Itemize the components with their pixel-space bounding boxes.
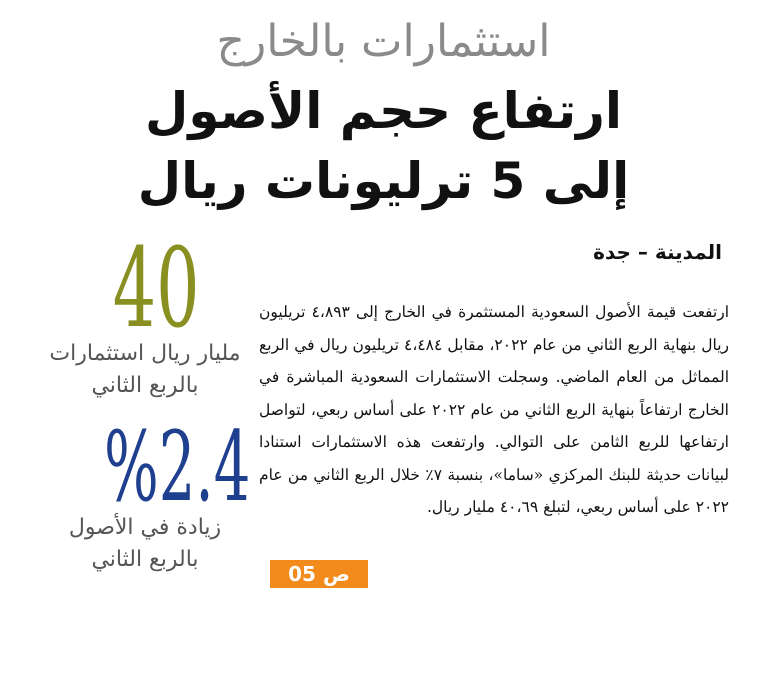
article-headline-line-2: إلى 5 ترليونات ريال	[137, 152, 630, 210]
page-reference-tag[interactable]: ص 05	[270, 560, 368, 588]
stat-assets-growth-value: %2.4	[104, 411, 251, 523]
stat-investments-label-line-2: بالربع الثاني	[91, 373, 199, 398]
stat-assets-growth-label-line-1: زيادة في الأصول	[68, 515, 222, 540]
stat-investments-label-line-1: مليار ريال استثمارات	[49, 341, 241, 366]
article-body: ارتفعت قيمة الأصول السعودية المستثمرة في الخارج إلى ٤،٨٩٣ تريليون ريال بنهاية الربع الثاني من عام ٢٠٢٢، مقابل ٤،٤٨٤ تريليون ريال في الربع المماثل من العام الماضي. وسجلت الاستثمارات السعودية المباشرة في الخارج ارتفاعاً بنهاية الربع الثاني من عام ٢٠٢٢ على أساس ربعي، لتواصل ارتفاعها للربع الثامن على التوالي. وارتفعت هذه الاستثمارات استنادا لبيانات حديثة للبنك المركزي «ساما»، بنسبة ٧٪ خلال الربع الثاني من عام ٢٠٢٢ على أساس ربعي، لتبلغ ٤٠،٦٩ مليار ريال.	[259, 303, 730, 516]
stat-assets-growth-label-line-2: بالربع الثاني	[91, 547, 199, 572]
stat-assets-growth-label	[30, 512, 260, 576]
article-headline-line-1: ارتفاع حجم الأصول	[144, 82, 623, 140]
article-dateline: المدينة – جدة	[593, 240, 722, 264]
stat-investments-label	[30, 338, 260, 402]
article-kicker: استثمارات بالخارج	[216, 16, 551, 67]
stat-investments-value: 40	[112, 224, 200, 352]
